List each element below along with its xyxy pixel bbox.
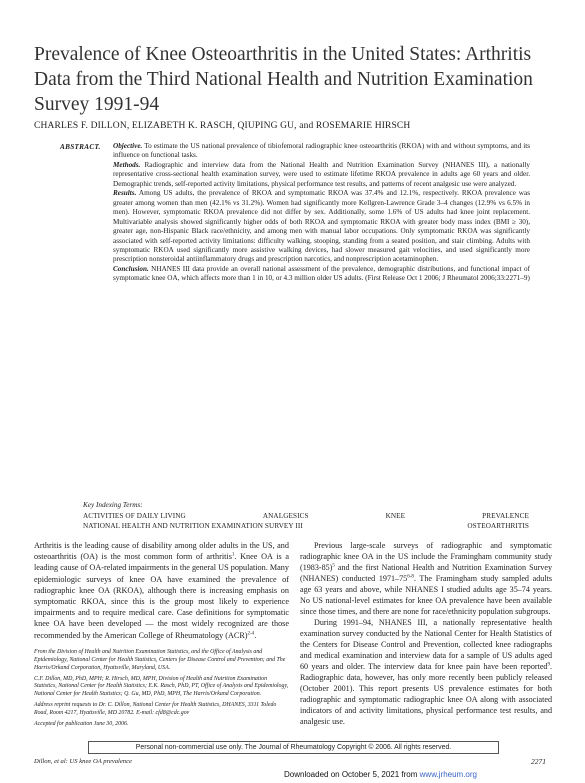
- intro-text: .: [254, 630, 257, 640]
- body-text: . Radiographic data, however, has only more recently been publicly released (October 2001). This report presents US prevalence estimates for both radiographic and symptomatic radiographic knee OA along with associated indicators of and activity limitations, physical performance test results, and analgesic use.: [300, 662, 552, 727]
- intro-paragraph: [34, 540, 289, 641]
- abstract-methods: [113, 161, 530, 189]
- results-text: Among US adults, the prevalence of RKOA and symptomatic RKOA was 37.4% and 12.1%, respectively. RKOA prevalence was greater among women than men (42.1% vs 31.2%). Women had significantly more Kellgren-Lawrence Grade 3–4 changes (12.9% vs 6.5% in men). However, symptomatic RKOA prevalence did not differ by sex. Additionally, some 1.6% of US adults had knee joint replacement. Multivariable analysis showed significantly higher odds of both RKOA and symptomatic RKOA with greater body mass index (BMI ≥ 30), greater age, non-Hispanic Black race/ethnicity, and among men with manual labor occupations. Only symptomatic RKOA was significantly associated with self-reported activity limitations: difficulty walking, stooping, standing from a seated position, and stair climbing. Adults with symptomatic RKOA used significantly more assistive walking devices, had slower measured gait velocities, and used significantly more prescription nonsteroidal antiinflammatory drugs and prescription narcotics, and nonprescription acetaminophen.: [113, 189, 530, 264]
- citation: 2-4: [247, 630, 255, 636]
- download-text: Downloaded on October 5, 2021 from: [284, 770, 420, 779]
- results-heading: Results.: [113, 189, 137, 198]
- download-notice: [284, 770, 477, 779]
- keyword: NATIONAL HEALTH AND NUTRITION EXAMINATION SURVEY III: [83, 522, 303, 530]
- abstract-body: [113, 142, 530, 284]
- conclusion-text: NHANES III data provide an overall national assessment of the prevalence, demographic distributions, and functional impact of symptomatic knee OA, which affects more than 1 in 10, or 4.3 million older US adults. (First Release Oct 1 2006; J Rheumatol 2006;33:2271–9): [113, 264, 530, 283]
- abstract-results: [113, 189, 530, 265]
- page-number: 2271: [531, 757, 546, 766]
- footnotes: [34, 649, 289, 732]
- keywords-row-2: [83, 522, 529, 530]
- body-text: During 1991–94, NHANES III, a nationally representative health examination survey conducted by the National Center for Health Statistics of the Centers for Disease Control and Prevention, collected knee radiographs and medical examination and interview data for a sample of US adults aged 60 years and older. The interview data for knee pain have been reported: [300, 618, 552, 672]
- body-text: Previous large-scale surveys of radiographic and symptomatic radiographic knee OA in the US include the Framingham community study (1983-85): [300, 541, 552, 573]
- body-text: . The Framingham study sampled adults age 63 years and above, while NHANES I studied adults age 35–74 years. No US national-level estimates for knee OA prevalence have been available since those times, and there are none for race/ethnicity population subgroups.: [300, 574, 552, 617]
- objective-heading: Objective.: [113, 142, 143, 150]
- body-paragraph: [300, 617, 552, 727]
- running-footer: Dillon, et al: US knee OA prevalence: [34, 758, 132, 765]
- keyword: ACTIVITIES OF DAILY LIVING: [83, 512, 186, 520]
- citation: 1: [231, 552, 235, 558]
- left-column: [34, 540, 289, 641]
- copyright-notice: Personal non-commercial use only. The Journal of Rheumatology Copyright © 2006. All rights reserved.: [88, 741, 499, 754]
- keyword: OSTEOARTHRITIS: [467, 522, 529, 530]
- conclusion-heading: Conclusion.: [113, 264, 149, 273]
- affiliation-note: From the Division of Health and Nutrition Examination Statistics, and the Office of Analysis and Epidemiology, National Center for Health Statistics, Centers for Disease Control and Prevention; and The Harris/Orkand Corporation, Hyattsville, Maryland, USA.: [34, 649, 286, 671]
- intro-text: . Knee OA is a leading cause of OA-related impairments in the general US population. Many epidemiologic surveys of knee OA have examined the prevalence of radiographic knee OA (RKOA), although there is increasing emphasis on symptomatic RKOA, since this is the group most likely to experience impairments and to require medical care. Case definitions for symptomatic knee OA have been developed — the most widely recognized are those recommended by the American College of Rheumatology (ACR): [34, 552, 289, 640]
- body-paragraph: [300, 540, 552, 617]
- author-list: CHARLES F. DILLON, ELIZABETH K. RASCH, QIUPING GU, and ROSEMARIE HIRSCH: [34, 121, 411, 131]
- methods-text: Radiographic and interview data from the National Health and Nutrition Examination Survey (NHANES III), a nationally representative cross-sectional health examination survey, were used to estimate lifetime RKOA prevalence in adults age 60 years and older. Demographic trends, self-reported activity limitations, physical performance test results, and patterns of recent analgesic use were analyzed.: [113, 160, 530, 188]
- keyword: KNEE: [385, 512, 406, 520]
- author-credentials-note: C.F. Dillon, MD, PhD, MPH; R. Hirsch, MD, MPH, Division of Health and Nutrition Examination Statistics, National Center for Health Statistics; E.K. Rasch, PhD, PT, Office of Analysis and Epidemiology, National Center for Health Statistics; Q. Gu, MD, PhD, MPH, The Harris/Orkand Corporation.: [34, 675, 289, 698]
- keyword: PREVALENCE: [482, 512, 529, 520]
- citation: 5: [332, 563, 335, 569]
- keywords-row-1: [83, 512, 529, 520]
- citation: 9: [547, 662, 550, 668]
- abstract-label: ABSTRACT.: [60, 143, 101, 151]
- reprint-address-note: Address reprint requests to Dr. C. Dillon, National Center for Health Statistics, DHANES, 3311 Toledo Road, Room 4217, Hyattsville, MD 20782. E-mail: cfd8@cdc.gov: [34, 702, 277, 716]
- methods-heading: Methods.: [113, 160, 141, 169]
- acceptance-note: Accepted for publication June 30, 2006.: [34, 720, 129, 727]
- body-text: and the first National Health and Nutrition Examination Survey (NHANES) conducted 1971–75: [300, 563, 552, 584]
- right-column: [300, 540, 552, 727]
- abstract-objective: [113, 142, 530, 161]
- abstract-conclusion: [113, 265, 530, 284]
- article-title: Prevalence of Knee Osteoarthritis in the United States: Arthritis Data from the Third National Health and Nutrition Examination Survey 1991-94: [34, 44, 533, 115]
- keywords-label: Key Indexing Terms:: [83, 501, 143, 509]
- keyword: ANALGESICS: [262, 512, 309, 520]
- intro-text: Arthritis is the leading cause of disability among older adults in the US, and osteoarthritis (OA) is the most common form of arthritis: [34, 541, 289, 562]
- journal-link[interactable]: www.jrheum.org: [419, 770, 477, 779]
- citation: 6-8: [407, 574, 414, 580]
- objective-text: To estimate the US national prevalence of tibiofemoral radiographic knee osteoarthritis (RKOA) with and without symptoms, and its influence on functional tasks.: [113, 142, 530, 160]
